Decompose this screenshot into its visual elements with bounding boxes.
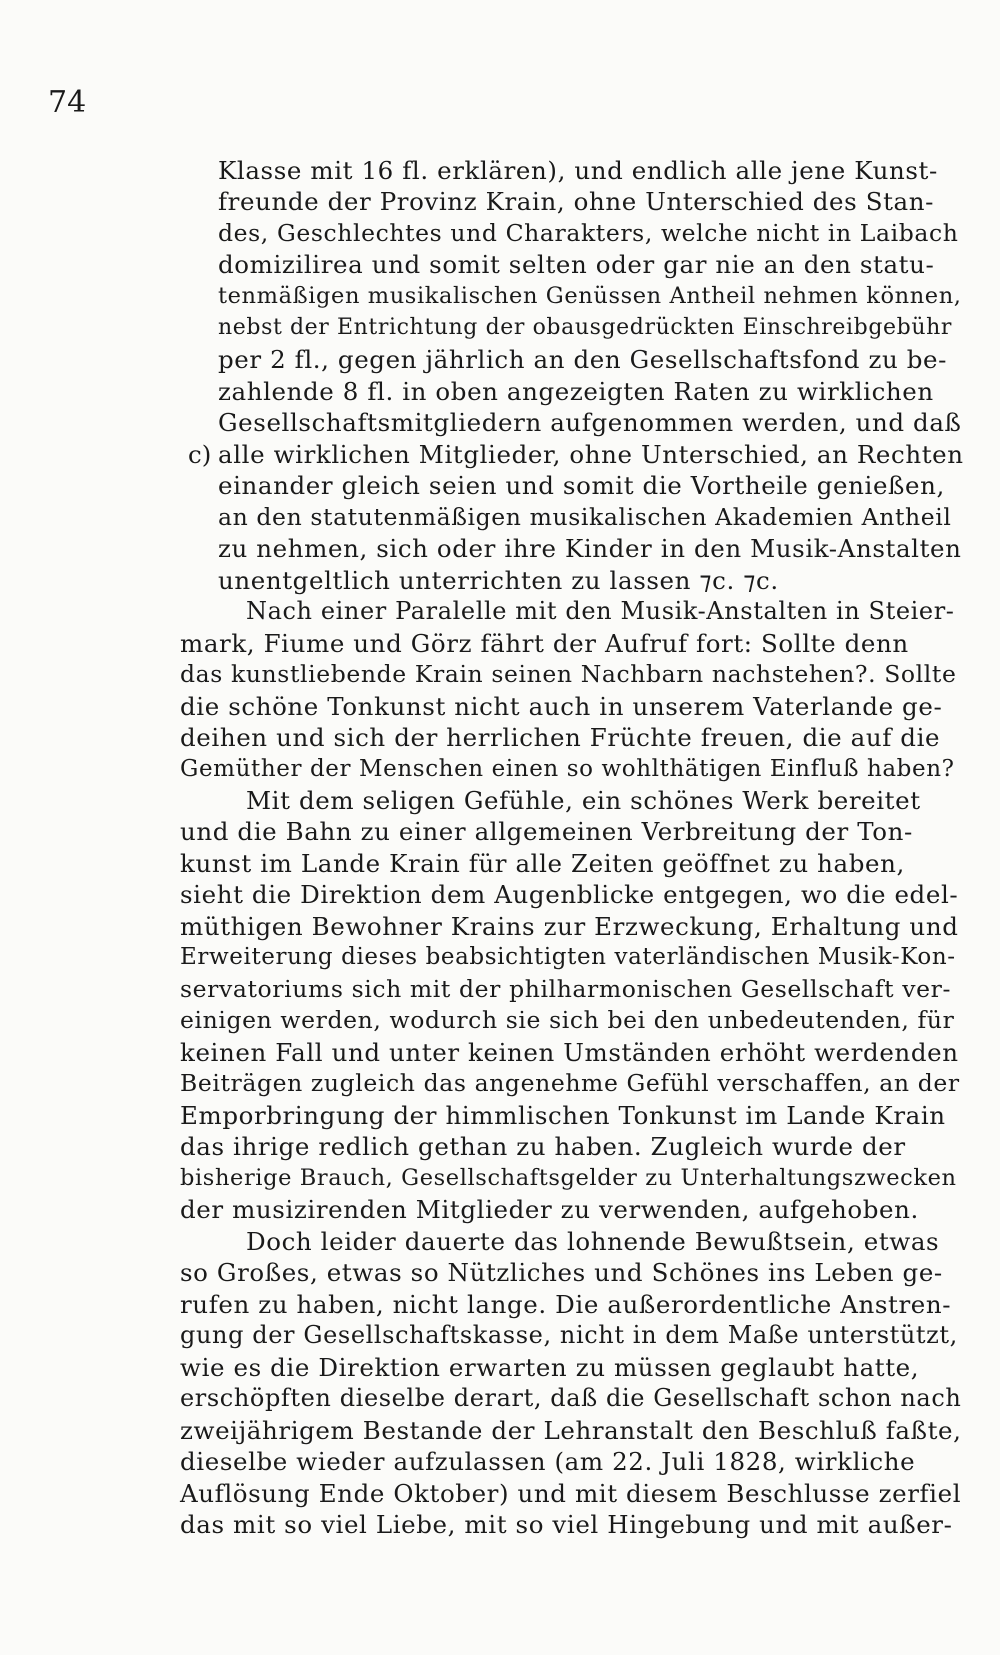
text-line: zahlende 8 fl. in oben angezeigten Raten zu wirklichen: [218, 377, 934, 406]
text-line: tenmäßigen musikalischen Genüssen Antheil nehmen können,: [218, 283, 962, 309]
text-line: das ihrige redlich gethan zu haben. Zugleich wurde der: [180, 1132, 906, 1161]
text-line: Beiträgen zugleich das angenehme Gefühl verschaffen, an der: [180, 1069, 960, 1097]
text-line: servatoriums sich mit der philharmonischen Gesellschaft ver-: [180, 975, 952, 1003]
text-line: domizilirea und somit selten oder gar nie an den statu-: [218, 250, 935, 279]
text-line: erschöpften dieselbe derart, daß die Gesellschaft schon nach: [180, 1384, 962, 1412]
text-line: rufen zu haben, nicht lange. Die außerordentliche Anstren-: [180, 1290, 952, 1319]
text-line: unentgeltlich unterrichten zu lassen ⁊c. ⁊c.: [218, 566, 779, 595]
text-line: Gemüther der Menschen einen so wohlthätigen Einfluß haben?: [180, 756, 955, 782]
text-line: Auflösung Ende Oktober) und mit diesem Beschlusse zerfiel: [180, 1479, 962, 1508]
text-line: kunst im Lande Krain für alle Zeiten geöffnet zu haben,: [180, 849, 905, 878]
text-line: Erweiterung dieses beabsichtigten vaterländischen Musik-Kon-: [180, 944, 956, 970]
text-line: Nach einer Paralelle mit den Musik-Anstalten in Steier-: [246, 597, 955, 625]
text-line: einigen werden, wodurch sie sich bei den unbedeutenden, für: [180, 1006, 955, 1034]
text-line: wie es die Direktion erwarten zu müssen geglaubt hatte,: [180, 1353, 920, 1382]
text-line: zweijährigem Bestande der Lehranstalt den Beschluß faßte,: [180, 1416, 962, 1445]
text-line: keinen Fall und unter keinen Umständen erhöht werdenden: [180, 1038, 959, 1067]
list-marker-c: c): [188, 440, 212, 469]
text-line: das kunstliebende Krain seinen Nachbarn nachstehen?. Sollte: [180, 660, 957, 688]
text-line: nebst der Entrichtung der obausgedrückten Einschreibgebühr: [218, 315, 952, 340]
text-line: Emporbringung der himmlischen Tonkunst im Lande Krain: [180, 1101, 946, 1130]
text-line: Gesellschaftsmitgliedern aufgenommen werden, und daß: [218, 408, 962, 437]
text-line: die schöne Tonkunst nicht auch in unserem Vaterlande ge-: [180, 692, 943, 721]
text-line: bisherige Brauch, Gesellschaftsgelder zu Unterhaltungszwecken: [180, 1165, 957, 1191]
text-line: per 2 fl., gegen jährlich an den Gesellschaftsfond zu be-: [218, 345, 948, 374]
text-line: Mit dem seligen Gefühle, ein schönes Werk bereitet: [246, 786, 921, 815]
text-line: das mit so viel Liebe, mit so viel Hingebung und mit außer-: [180, 1510, 953, 1539]
text-line: dieselbe wieder aufzulassen (am 22. Juli 1828, wirkliche: [180, 1447, 916, 1476]
text-line: der musizirenden Mitglieder zu verwenden, aufgehoben.: [180, 1195, 919, 1224]
text-line: müthigen Bewohner Krains zur Erzweckung, Erhaltung und: [180, 912, 959, 941]
text-line: an den statutenmäßigen musikalischen Akademien Antheil: [218, 503, 952, 531]
text-line: mark, Fiume und Görz fährt der Aufruf fort: Sollte denn: [180, 629, 909, 658]
text-line: sieht die Direktion dem Augenblicke entgegen, wo die edel-: [180, 880, 959, 909]
text-line: zu nehmen, sich oder ihre Kinder in den Musik-Anstalten: [218, 534, 962, 563]
text-line: des, Geschlechtes und Charakters, welche nicht in Laibach: [218, 219, 959, 247]
text-line: und die Bahn zu einer allgemeinen Verbreitung der Ton-: [180, 817, 913, 846]
text-line: so Großes, etwas so Nützliches und Schönes ins Leben ge-: [180, 1258, 943, 1287]
text-line: Klasse mit 16 fl. erklären), und endlich alle jene Kunst-: [218, 156, 938, 185]
text-line: Doch leider dauerte das lohnende Bewußtsein, etwas: [246, 1227, 940, 1256]
text-line: alle wirklichen Mitglieder, ohne Unterschied, an Rechten: [218, 440, 964, 469]
text-line: gung der Gesellschaftskasse, nicht in dem Maße unterstützt,: [180, 1321, 958, 1349]
text-line: freunde der Provinz Krain, ohne Unterschied des Stan-: [218, 187, 934, 216]
text-line: einander gleich seien und somit die Vortheile genießen,: [218, 471, 945, 500]
text-line: deihen und sich der herrlichen Früchte freuen, die auf die: [180, 723, 941, 752]
page-number: 74: [48, 85, 87, 120]
